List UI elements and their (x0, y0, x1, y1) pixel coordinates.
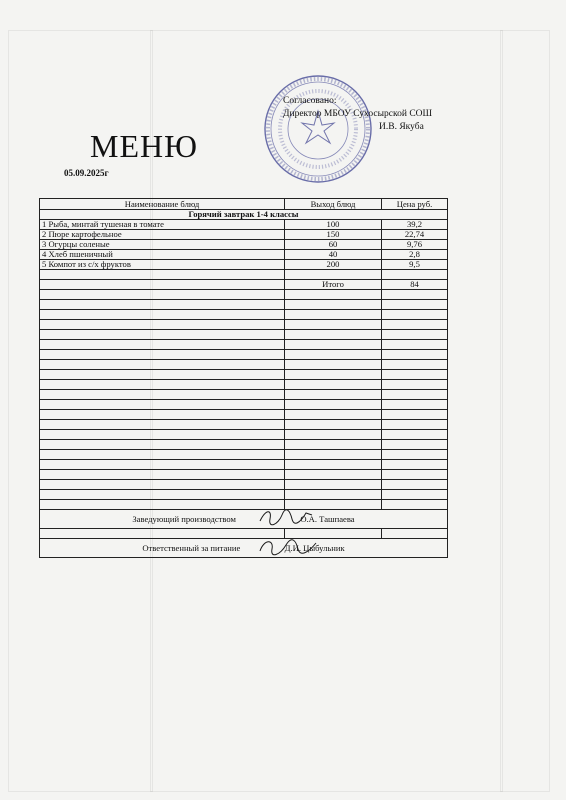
table-row (40, 440, 448, 450)
empty-cell (285, 430, 382, 440)
empty-cell (40, 390, 285, 400)
empty-cell (40, 420, 285, 430)
table-row (40, 500, 448, 510)
empty-cell (285, 490, 382, 500)
approval-signer: И.В. Якуба (379, 122, 424, 132)
empty-cell (40, 529, 285, 539)
empty-cell (285, 330, 382, 340)
signature-line-production (42, 515, 445, 524)
table-row (40, 260, 448, 270)
table-row (40, 450, 448, 460)
empty-cell (40, 380, 285, 390)
empty-cell (285, 500, 382, 510)
empty-cell (40, 330, 285, 340)
empty-cell (285, 370, 382, 380)
empty-cell (382, 300, 448, 310)
empty-cell (382, 470, 448, 480)
empty-cell (285, 320, 382, 330)
empty-cell (40, 460, 285, 470)
table-row (40, 240, 448, 250)
dish-name: 4 Хлеб пшеничный (40, 250, 285, 260)
menu-table (39, 198, 448, 558)
table-row (40, 350, 448, 360)
table-row (40, 330, 448, 340)
dish-portion: 150 (285, 230, 382, 240)
empty-cell (40, 480, 285, 490)
empty-cell (40, 360, 285, 370)
empty-cell (285, 360, 382, 370)
empty-cell (382, 290, 448, 300)
table-row (40, 390, 448, 400)
dish-price: 39,2 (382, 220, 448, 230)
empty-cell (40, 280, 285, 290)
table-row (40, 400, 448, 410)
empty-cell (285, 450, 382, 460)
empty-cell (40, 400, 285, 410)
empty-cell (382, 370, 448, 380)
dish-name: 5 Компот из с/х фруктов (40, 260, 285, 270)
empty-cell (285, 529, 382, 539)
dish-price: 22,74 (382, 230, 448, 240)
empty-cell (285, 390, 382, 400)
empty-cell (382, 500, 448, 510)
dish-price: 2,8 (382, 250, 448, 260)
empty-cell (382, 380, 448, 390)
empty-cell (40, 370, 285, 380)
empty-cell (40, 310, 285, 320)
signature-line-nutrition (42, 544, 445, 553)
dish-portion: 60 (285, 240, 382, 250)
empty-cell (40, 440, 285, 450)
empty-cell (382, 350, 448, 360)
empty-cell (382, 490, 448, 500)
table-row (40, 470, 448, 480)
empty-cell (382, 420, 448, 430)
dish-name: 1 Рыба, минтай тушеная в томате (40, 220, 285, 230)
empty-cell (382, 480, 448, 490)
empty-cell (382, 360, 448, 370)
production-role: Заведующий производством (132, 513, 236, 524)
table-row (40, 529, 448, 539)
table-row (40, 410, 448, 420)
empty-cell (285, 310, 382, 320)
header-dish: Наименование блюд (40, 199, 285, 210)
approval-label: Согласовано: (283, 96, 337, 106)
nutrition-name: Д.И. Цыбульник (284, 542, 345, 553)
empty-cell (285, 470, 382, 480)
table-row (40, 300, 448, 310)
table-row (40, 370, 448, 380)
dish-name: 2 Пюре картофельное (40, 230, 285, 240)
empty-cell (40, 430, 285, 440)
table-row (40, 270, 448, 280)
empty-cell (382, 400, 448, 410)
table-row (40, 360, 448, 370)
table-row (40, 460, 448, 470)
dish-portion: 200 (285, 260, 382, 270)
empty-cell (285, 300, 382, 310)
signature-row-nutrition (40, 539, 448, 558)
empty-cell (382, 320, 448, 330)
table-row (40, 420, 448, 430)
page-title: МЕНЮ (90, 128, 198, 164)
empty-cell (382, 450, 448, 460)
empty-cell (285, 420, 382, 430)
table-row (40, 380, 448, 390)
empty-cell (382, 460, 448, 470)
empty-cell (40, 450, 285, 460)
signature-cell (40, 510, 448, 529)
section-row (40, 210, 448, 220)
empty-cell (382, 410, 448, 420)
empty-cell (382, 529, 448, 539)
empty-cell (40, 290, 285, 300)
dish-price: 9,76 (382, 240, 448, 250)
dish-portion: 100 (285, 220, 382, 230)
empty-cell (285, 480, 382, 490)
header-portion: Выход блюд (285, 199, 382, 210)
dish-portion: 40 (285, 250, 382, 260)
table-row (40, 310, 448, 320)
empty-cell (40, 490, 285, 500)
empty-cell (285, 290, 382, 300)
empty-cell (40, 350, 285, 360)
empty-cell (285, 440, 382, 450)
total-label: Итого (285, 280, 382, 290)
empty-cell (285, 350, 382, 360)
nutrition-role: Ответственный за питание (142, 542, 241, 553)
empty-cell (382, 310, 448, 320)
approval-block (283, 95, 432, 134)
table-row (40, 220, 448, 230)
menu-date: 05.09.2025г (64, 168, 109, 178)
empty-cell (285, 460, 382, 470)
empty-cell (40, 270, 285, 280)
table-header-row (40, 199, 448, 210)
empty-cell (382, 330, 448, 340)
empty-cell (40, 410, 285, 420)
empty-cell (285, 380, 382, 390)
empty-cell (40, 500, 285, 510)
table-row (40, 340, 448, 350)
signature-cell (40, 539, 448, 558)
table-row (40, 250, 448, 260)
handwritten-signature (256, 539, 320, 558)
empty-cell (40, 320, 285, 330)
empty-cell (40, 300, 285, 310)
empty-cell (382, 340, 448, 350)
table-row (40, 480, 448, 490)
empty-cell (382, 270, 448, 280)
empty-cell (40, 470, 285, 480)
section-title: Горячий завтрак 1-4 классы (40, 210, 448, 220)
dish-price: 9,5 (382, 260, 448, 270)
total-value: 84 (382, 280, 448, 290)
empty-cell (285, 400, 382, 410)
table-row (40, 290, 448, 300)
empty-cell (40, 340, 285, 350)
handwritten-signature (256, 510, 316, 529)
table-row (40, 320, 448, 330)
total-row (40, 280, 448, 290)
table-row (40, 490, 448, 500)
production-name: О.А. Ташпаева (300, 513, 355, 524)
empty-cell (285, 340, 382, 350)
table-row (40, 230, 448, 240)
signature-row-production (40, 510, 448, 529)
empty-cell (382, 390, 448, 400)
empty-cell (382, 430, 448, 440)
table-row (40, 430, 448, 440)
header-price: Цена руб. (382, 199, 448, 210)
empty-cell (285, 270, 382, 280)
dish-name: 3 Огурцы соленые (40, 240, 285, 250)
empty-cell (382, 440, 448, 450)
approval-position: Директор МБОУ Сухосырской СОШ (283, 109, 433, 119)
bleed-through-column (500, 30, 503, 792)
empty-cell (285, 410, 382, 420)
